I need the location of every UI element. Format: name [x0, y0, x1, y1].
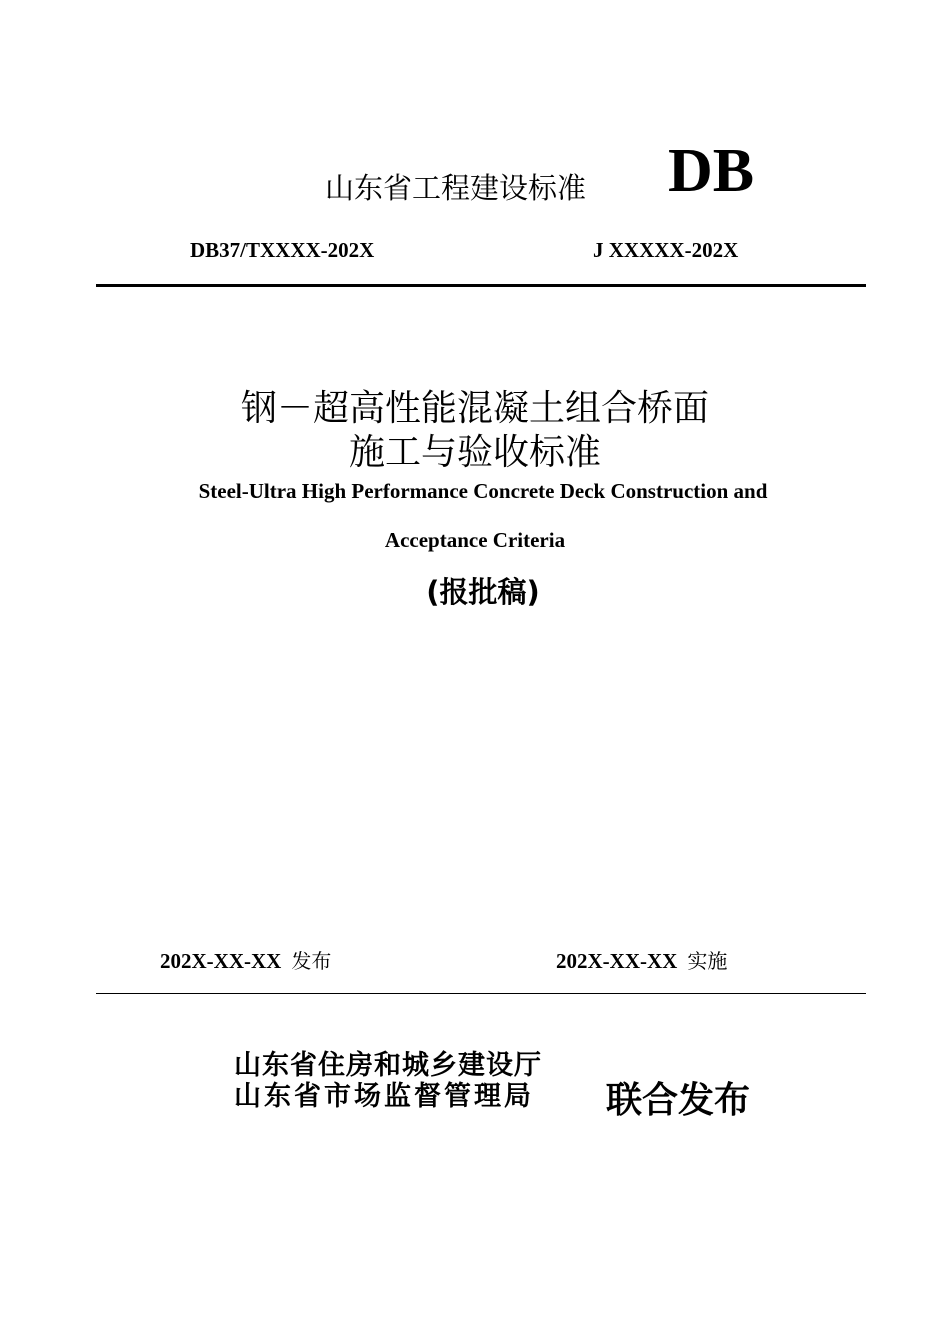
- effective-date-row: [556, 945, 727, 974]
- title-en-line1: Steel-Ultra High Performance Concrete Deck Construction and: [198, 479, 768, 503]
- title-cn-line1: 钢－超高性能混凝土组合桥面: [240, 388, 709, 429]
- joint-issue-label: 联合发布: [606, 1080, 751, 1121]
- footer-divider: [96, 993, 866, 994]
- title-cn-line2: 施工与验收标准: [348, 432, 601, 473]
- db-mark: DB: [668, 137, 755, 205]
- effective-label: 实施: [687, 949, 728, 973]
- issuer-market-supervision: 山东省市场监督管理局: [234, 1081, 534, 1112]
- publish-date: 202X-XX-XX: [160, 949, 282, 973]
- publish-date-row: [160, 945, 331, 974]
- title-en-line2: Acceptance Criteria: [384, 528, 566, 552]
- draft-status: (报批稿): [426, 575, 540, 609]
- effective-date: 202X-XX-XX: [556, 949, 678, 973]
- standard-category: 山东省工程建设标准: [325, 171, 587, 205]
- issuer-housing-department: 山东省住房和城乡建设厅: [234, 1050, 542, 1081]
- publish-label: 发布: [291, 949, 332, 973]
- record-code: J XXXXX-202X: [593, 238, 739, 262]
- header-divider: [96, 284, 866, 287]
- local-standard-code: DB37/TXXXX-202X: [190, 238, 375, 262]
